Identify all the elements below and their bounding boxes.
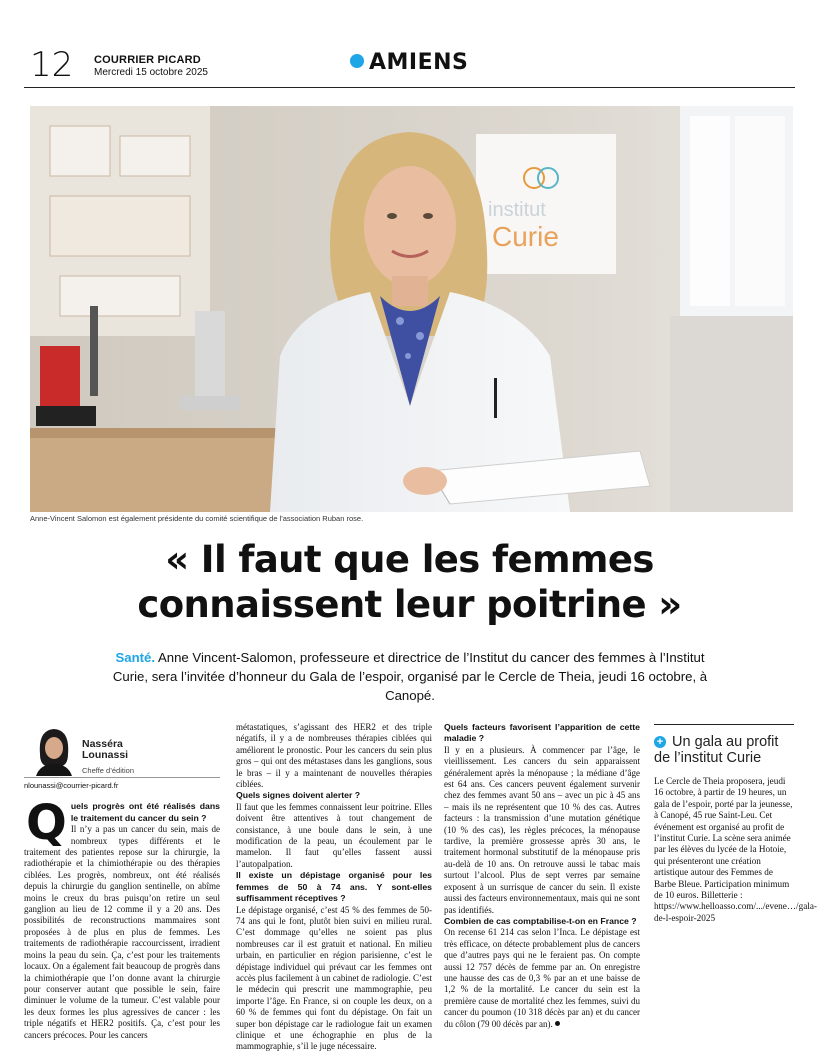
author-last-name: Lounassi xyxy=(82,749,129,761)
page-header xyxy=(24,40,795,88)
question-4: Quels facteurs favorisent l’apparition de cette maladie ? xyxy=(444,722,640,744)
issue-date: Mercredi 15 octobre 2025 xyxy=(94,67,208,78)
answer-1-continued: métastatiques, s’agissant des HER2 et des triple négatifs, il y a de nombreuses thérapies ciblées qui améliorent le pronostic. Pour les cancers du sein plus gros – qui ont des métastases dans les ganglions, sous le bras – il y a maintenant de nouvelles thérapies ciblées. xyxy=(236,722,432,790)
sidebar-title-text: Un gala au profit de l’institut Curie xyxy=(654,734,779,766)
section-title xyxy=(350,51,468,75)
author-name xyxy=(82,739,128,761)
article-column-2 xyxy=(236,722,432,1053)
question-3: Il existe un dépistage organisé pour les femmes de 50 à 74 ans. Y sont-elles suffisamment réceptives ? xyxy=(236,870,432,904)
sidebar-box xyxy=(654,724,817,924)
sidebar-body: Le Cercle de Theia proposera, jeudi 16 octobre, à partir de 19 heures, un gala de l’espoir, porté par la jeunesse, à Canopé, 45 rue Saint-Leu. Cet événement est organisé au profit de l’institut Curie. La scène sera animée par les élèves du lycée de la Hotoie, qui présenteront une création artistique autour des Femmes de Barbe Bleue. Participation minimum de 10 euros. Billetterie : https://www.helloasso.com/.../evene…/gala-de-l-espoir-2025 xyxy=(654,776,817,923)
answer-3: Le dépistage organisé, c’est 45 % des femmes de 50-74 ans qui le font, plutôt bien suivi en milieu rural. C’est dommage qu’elles ne soient pas plus nombreuses car il est gratuit et national. En milieu urbain, en particulier en région parisienne, c’est le dépistage individuel qui prévaut car les femmes ont accès plus facilement à un cabinet de radiologie. C’est le médecin qui prescrit une mammographie, peu importe l’âge. En France, si on couple les deux, on a 60 % de femmes qui font du dépistage. On fait un super bon dépistage car le radiologue fait un examen clinique et une échographie en plus de la mammographie, s’il le juge nécessaire. xyxy=(236,904,432,1052)
sign-text-line1: institut xyxy=(488,199,546,221)
photo-illustration xyxy=(30,106,793,512)
author-email[interactable]: nlounassi@courrier-picard.fr xyxy=(24,781,119,790)
sidebar-title xyxy=(654,734,794,766)
plus-icon: + xyxy=(654,736,666,748)
lead-text: Anne Vincent-Salomon, professeure et directrice de l’Institut du cancer des femmes à l’Institut Curie, sera l’invitée d’honneur du Gala de l’espoir, organisé par le Cercle de Theia, jeudi 16 octobre, à Canopé. xyxy=(112,650,708,703)
author-first-name: Nasséra xyxy=(82,738,123,750)
headline-line-2: connaissent leur poitrine » xyxy=(137,583,682,626)
question-2: Quels signes doivent alerter ? xyxy=(236,790,361,801)
dropcap: Q xyxy=(26,795,67,852)
lead-keyword: Santé. xyxy=(115,650,156,665)
page-number: 12 xyxy=(30,45,74,85)
article-column-1 xyxy=(24,722,220,1041)
question-1: uels progrès ont été réalisés dans le traitement du cancer du sein ? xyxy=(70,801,220,823)
photo-caption: Anne-Vincent Salomon est également présidente du comité scientifique de l'association Ruban rose. xyxy=(30,514,364,523)
article-column-3 xyxy=(444,722,640,1030)
headline-line-1: « Il faut que les femmes xyxy=(165,538,654,581)
author-byline xyxy=(24,722,220,778)
article-lead xyxy=(110,648,710,705)
section-dot-icon xyxy=(350,54,364,68)
question-5: Combien de cas comptabilise-t-on en France ? xyxy=(444,915,637,926)
answer-5: On recense 61 214 cas selon l’Inca. Le dépistage est très efficace, on détecte probablement plus de cancers que d’autres pays qui ne le feraient pas. On compte aussi 12 757 décès de femme par an. On enregistre une hausse des cas de 0,3 % par an et une baisse de 1,2 % de la mortalité. Le cancer du sein est la première cause de mortalité chez les femmes, suivi du cancer du poumon (10 318 décès par an) et du cancer du côlon (79 00 décès par an). xyxy=(444,927,640,1029)
article-photo xyxy=(30,106,793,512)
sign-text-line2: Curie xyxy=(492,221,559,252)
author-role: Cheffe d’édition xyxy=(82,766,134,775)
answer-5-block xyxy=(444,927,640,1030)
question-1-block xyxy=(24,795,220,1041)
answer-1: Il n’y a pas un cancer du sein, mais de nombreux types différents et le traitement des patientes repose sur la chirurgie, la radiothérapie et la chimiothérapie ou des thérapies ciblées. Les progrès, nombreux, ont été réalisés depuis la chirurgie du ganglion sentinelle, on abîme moins le creux du bras puisqu’on retire un seul ganglion au lieu de 12 comme il y a 20 ans. Des possibilités de reconstructions mammaires sont proposées à de plus en plus de femmes. Les traitements de radiothérapie raccourcissent, irradient moins la peau du sein. Ça, c’est pour les traitements locaux. On a également fait beaucoup de progrès dans la chimiothérapie que l’on donne avant la chirurgie pour conserver autant que possible le sein, faire diminuer le volume de la tumeur. C’est valable pour les deux formes les plus agressives de cancer : les triple négatifs et HER2 positifs. Ça, c’est pour les cancers précoces. Pour les cancers xyxy=(24,824,220,1040)
avatar xyxy=(32,724,76,776)
answer-4: Il y en a plusieurs. À commencer par l’âge, le vieillissement. Les cancers du sein apparaissent généralement après la ménopause ; la médiane d’âge est 64 ans. Ces cancers peuvent également survenir chez des femmes avant 50 ans – avec un pic à 45 ans – mais ils ne représentent que 10 % des cas. Autres facteurs : la transmission d’une mutation génétique (10 % des cas), les règles précoces, la ménopause tardive, la première grossesse après 30 ans, le traitement hormonal substitutif de la ménopause pris au-delà de 10 ans. On retrouve aussi le tabac mais surtout l’alcool. Plus de sept verres par semaine exposent à un surrisque de cancer du sein. Il existe aussi des facteurs environnementaux, mais qui ne sont pas identifiés. xyxy=(444,744,640,915)
article-headline xyxy=(20,537,799,627)
answer-2: Il faut que les femmes connaissent leur poitrine. Elles doivent être attentives à tout changement de consistance, à une boule dans le sein, à une modification de la peau, un écoulement par le mamelon. Il faut qu’elles fassent aussi l’autopalpation. xyxy=(236,801,432,869)
end-mark-icon xyxy=(555,1021,560,1026)
section-label: AMIENS xyxy=(369,50,469,75)
newspaper-name: COURRIER PICARD xyxy=(94,54,201,66)
